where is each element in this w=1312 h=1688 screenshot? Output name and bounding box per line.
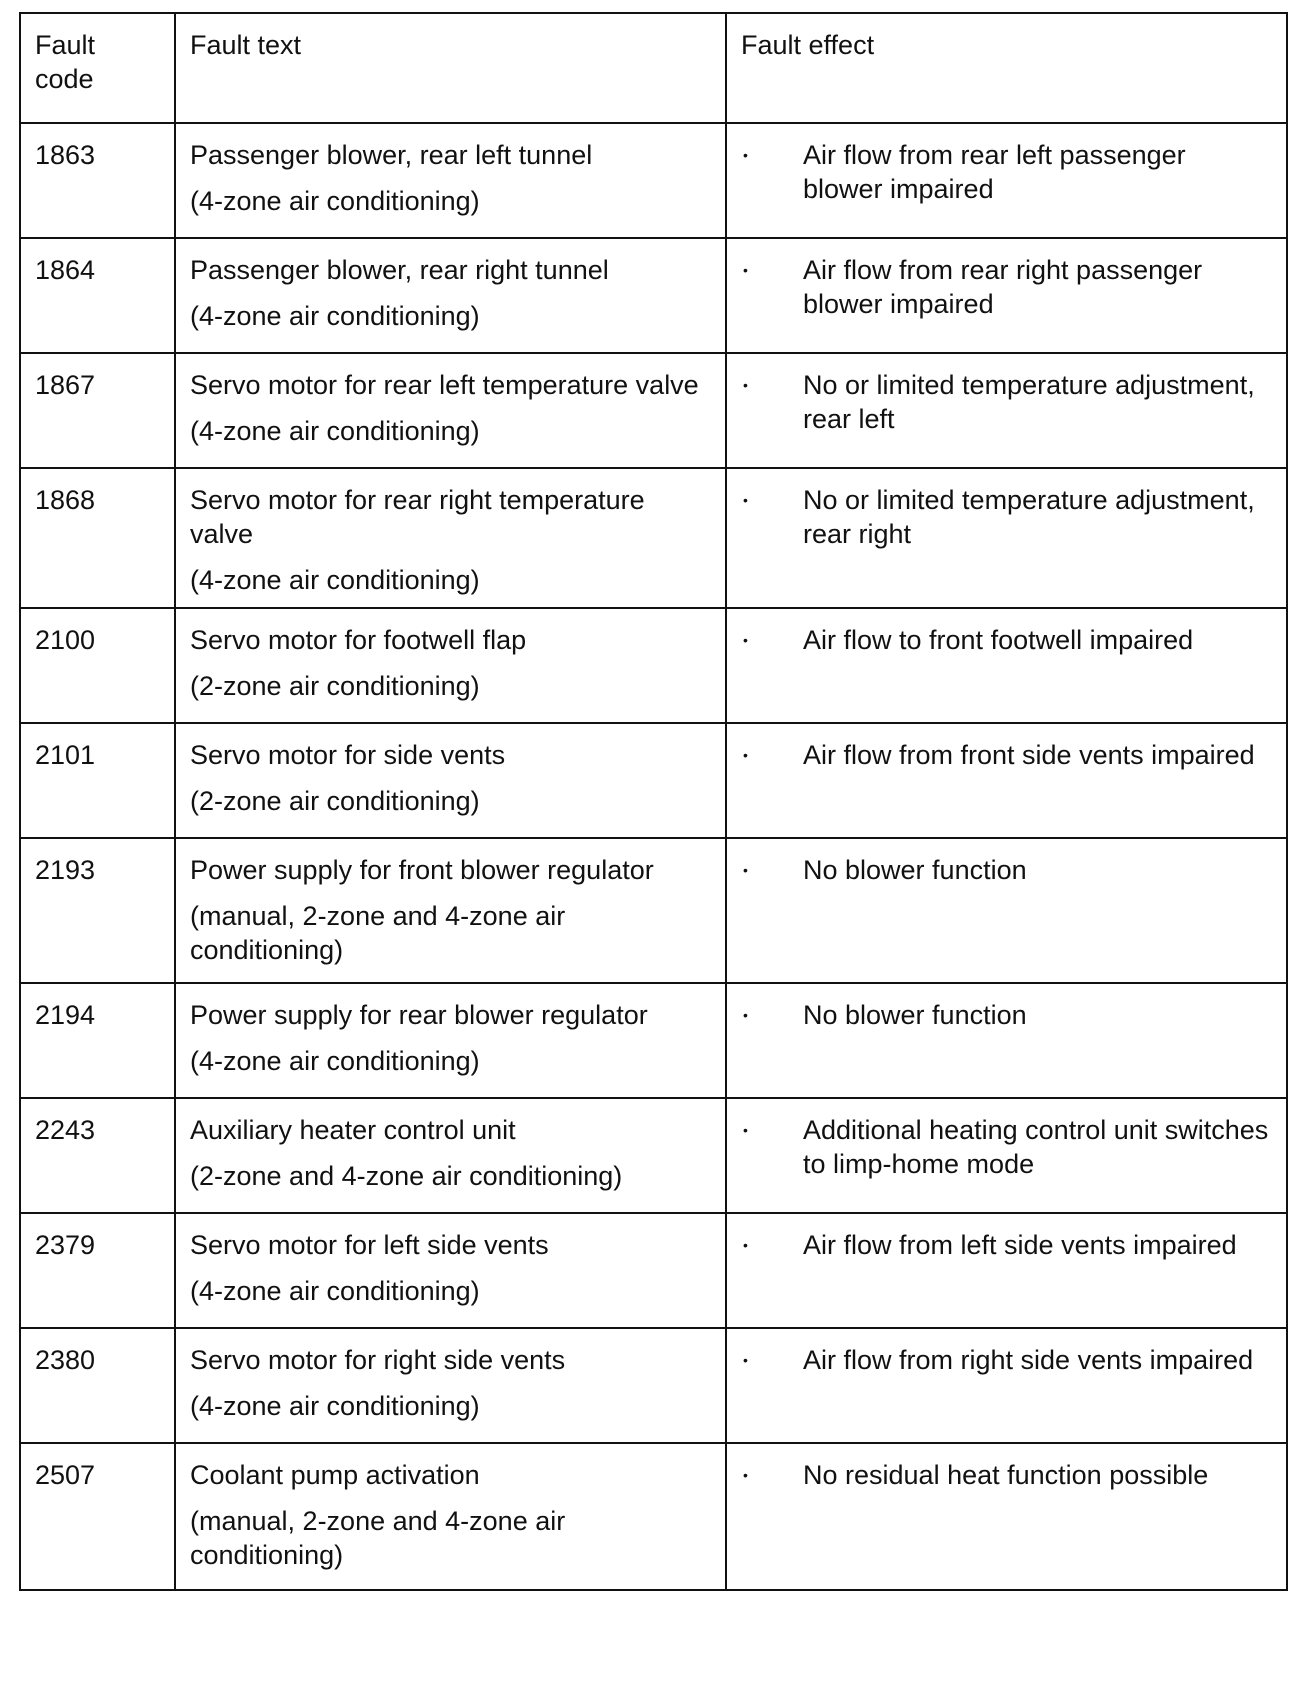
fault-code-cell: 1867 xyxy=(20,353,175,468)
fault-effect-cell xyxy=(726,983,1287,1098)
fault-text-scope: (manual, 2-zone and 4-zone air conditioning) xyxy=(190,901,566,965)
fault-code-cell: 2193 xyxy=(20,838,175,983)
bullet-icon: • xyxy=(743,492,748,508)
fault-effect-item xyxy=(741,738,1272,772)
fault-text-cell xyxy=(175,838,726,983)
fault-text-scope: (2-zone air conditioning) xyxy=(190,786,480,816)
table-row xyxy=(20,238,1287,353)
bullet-icon: • xyxy=(743,862,748,878)
fault-code-cell: 2243 xyxy=(20,1098,175,1213)
fault-code-cell: 2379 xyxy=(20,1213,175,1328)
bullet-icon: • xyxy=(743,747,748,763)
fault-text-main: Servo motor for side vents xyxy=(190,740,506,770)
fault-text-main: Servo motor for left side vents xyxy=(190,1230,549,1260)
fault-text-scope: (4-zone air conditioning) xyxy=(190,1046,480,1076)
fault-effect-text: No blower function xyxy=(803,855,1027,885)
fault-text-main: Passenger blower, rear right tunnel xyxy=(190,255,609,285)
fault-effect-item xyxy=(741,998,1272,1032)
fault-effect-text: Air flow from rear left passenger blower impaired xyxy=(803,140,1186,204)
fault-effect-text: Additional heating control unit switches to limp-home mode xyxy=(803,1115,1269,1179)
fault-effect-cell xyxy=(726,1213,1287,1328)
fault-text-cell xyxy=(175,238,726,353)
fault-text-scope: (4-zone air conditioning) xyxy=(190,186,480,216)
table-row xyxy=(20,468,1287,608)
fault-text-scope: (2-zone air conditioning) xyxy=(190,671,480,701)
fault-effect-text: Air flow from left side vents impaired xyxy=(803,1230,1237,1260)
fault-effect-item xyxy=(741,253,1272,321)
fault-text-main: Power supply for front blower regulator xyxy=(190,855,654,885)
fault-text-scope: (4-zone air conditioning) xyxy=(190,565,480,595)
fault-code-cell: 1864 xyxy=(20,238,175,353)
fault-effect-cell xyxy=(726,238,1287,353)
fault-effect-text: No or limited temperature adjustment, rear left xyxy=(803,370,1255,434)
bullet-icon: • xyxy=(743,1467,748,1483)
fault-effect-cell xyxy=(726,608,1287,723)
bullet-icon: • xyxy=(743,262,748,278)
table-row xyxy=(20,723,1287,838)
fault-text-cell xyxy=(175,1443,726,1590)
fault-text-scope: (4-zone air conditioning) xyxy=(190,416,480,446)
fault-text-scope: (manual, 2-zone and 4-zone air conditioning) xyxy=(190,1506,566,1570)
fault-code-table xyxy=(19,12,1288,1591)
fault-code-cell: 2507 xyxy=(20,1443,175,1590)
bullet-icon: • xyxy=(743,632,748,648)
fault-text-cell xyxy=(175,123,726,238)
fault-rows xyxy=(20,123,1287,1590)
fault-effect-text: No or limited temperature adjustment, rear right xyxy=(803,485,1255,549)
fault-effect-item xyxy=(741,483,1272,551)
table-row xyxy=(20,353,1287,468)
bullet-icon: • xyxy=(743,1352,748,1368)
fault-text-cell xyxy=(175,1328,726,1443)
fault-effect-cell xyxy=(726,353,1287,468)
fault-effect-item xyxy=(741,623,1272,657)
fault-text-main: Servo motor for right side vents xyxy=(190,1345,566,1375)
table-row xyxy=(20,123,1287,238)
table-row xyxy=(20,608,1287,723)
fault-text-scope: (4-zone air conditioning) xyxy=(190,1276,480,1306)
fault-text-main: Auxiliary heater control unit xyxy=(190,1115,516,1145)
fault-text-main: Servo motor for rear left temperature valve xyxy=(190,370,699,400)
fault-effect-item xyxy=(741,368,1272,436)
bullet-icon: • xyxy=(743,1122,748,1138)
table-row xyxy=(20,1443,1287,1590)
fault-effect-item xyxy=(741,138,1272,206)
bullet-icon: • xyxy=(743,147,748,163)
table-row xyxy=(20,1213,1287,1328)
fault-text-scope: (4-zone air conditioning) xyxy=(190,301,480,331)
fault-text-cell xyxy=(175,608,726,723)
fault-code-cell: 2101 xyxy=(20,723,175,838)
bullet-icon: • xyxy=(743,1237,748,1253)
fault-effect-cell xyxy=(726,723,1287,838)
fault-code-cell: 2380 xyxy=(20,1328,175,1443)
fault-code-cell: 1863 xyxy=(20,123,175,238)
fault-text-main: Servo motor for footwell flap xyxy=(190,625,527,655)
fault-code-cell: 2100 xyxy=(20,608,175,723)
fault-text-scope: (4-zone air conditioning) xyxy=(190,1391,480,1421)
fault-text-main: Servo motor for rear right temperature valve xyxy=(190,485,645,549)
table-row xyxy=(20,838,1287,983)
fault-effect-item xyxy=(741,1458,1272,1492)
fault-effect-text: Air flow from front side vents impaired xyxy=(803,740,1255,770)
fault-effect-item xyxy=(741,853,1272,887)
fault-code-cell: 2194 xyxy=(20,983,175,1098)
fault-text-scope: (2-zone and 4-zone air conditioning) xyxy=(190,1161,623,1191)
fault-text-cell xyxy=(175,723,726,838)
header-fault-code-line1: Fault xyxy=(35,30,96,60)
bullet-icon: • xyxy=(743,377,748,393)
fault-effect-text: Air flow from right side vents impaired xyxy=(803,1345,1254,1375)
fault-effect-item xyxy=(741,1113,1272,1181)
table-row xyxy=(20,983,1287,1098)
header-fault-code-line2: code xyxy=(35,64,94,94)
fault-effect-cell xyxy=(726,1098,1287,1213)
fault-text-cell xyxy=(175,1213,726,1328)
fault-text-cell xyxy=(175,353,726,468)
fault-effect-cell xyxy=(726,468,1287,608)
fault-effect-text: No residual heat function possible xyxy=(803,1460,1209,1490)
fault-effect-cell xyxy=(726,1328,1287,1443)
fault-effect-text: Air flow to front footwell impaired xyxy=(803,625,1194,655)
fault-text-cell xyxy=(175,983,726,1098)
fault-effect-text: Air flow from rear right passenger blower impaired xyxy=(803,255,1203,319)
fault-text-main: Coolant pump activation xyxy=(190,1460,480,1490)
fault-code-cell: 1868 xyxy=(20,468,175,608)
fault-text-cell xyxy=(175,468,726,608)
fault-effect-text: No blower function xyxy=(803,1000,1027,1030)
fault-text-main: Power supply for rear blower regulator xyxy=(190,1000,648,1030)
table-row xyxy=(20,1098,1287,1213)
fault-effect-cell xyxy=(726,1443,1287,1590)
header-row xyxy=(20,13,1287,123)
fault-text-cell xyxy=(175,1098,726,1213)
bullet-icon: • xyxy=(743,1007,748,1023)
fault-effect-cell xyxy=(726,838,1287,983)
fault-effect-item xyxy=(741,1228,1272,1262)
fault-effect-item xyxy=(741,1343,1272,1377)
header-fault-code xyxy=(20,13,175,123)
table-row xyxy=(20,1328,1287,1443)
fault-text-main: Passenger blower, rear left tunnel xyxy=(190,140,593,170)
header-fault-text: Fault text xyxy=(175,13,726,123)
fault-effect-cell xyxy=(726,123,1287,238)
header-fault-effect: Fault effect xyxy=(726,13,1287,123)
